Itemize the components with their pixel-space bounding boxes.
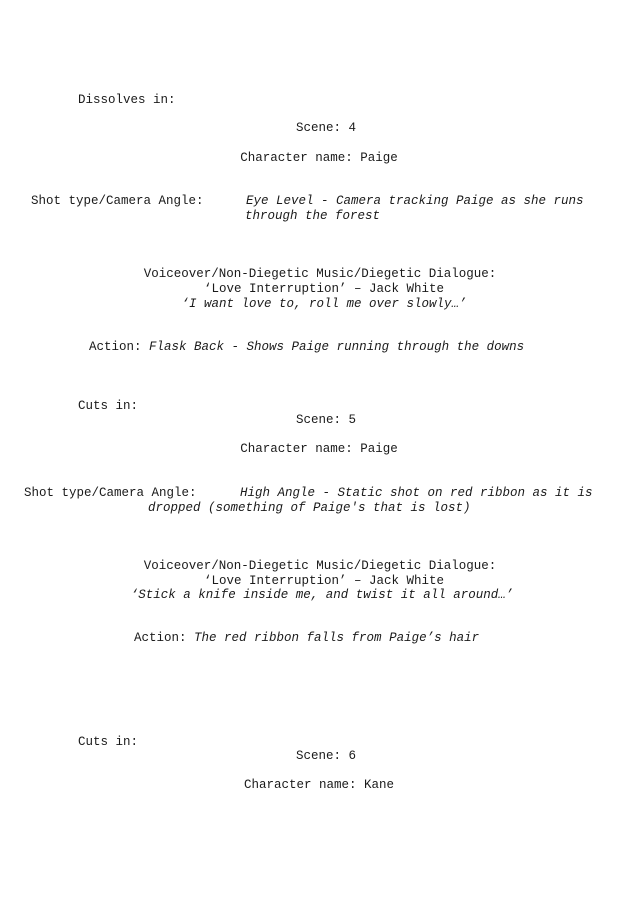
shot-type-description-cont: dropped (something of Paige's that is lost) (148, 501, 471, 515)
action-label: Action: (134, 631, 187, 645)
character-name: Character name: Paige (240, 442, 398, 456)
song-lyric: ‘Stick a knife inside me, and twist it all around…’ (130, 588, 514, 602)
shot-type-description: High Angle - Static shot on red ribbon as it is (240, 486, 593, 500)
shot-type-description: Eye Level - Camera tracking Paige as she runs (246, 194, 584, 208)
action-row (89, 340, 524, 355)
action-description: Flask Back - Shows Paige running through the downs (149, 340, 525, 354)
shot-type-description-cont: through the forest (245, 209, 381, 223)
audio-label: Voiceover/Non-Diegetic Music/Diegetic Dialogue: (143, 267, 497, 281)
scene-number: Scene: 6 (295, 749, 356, 763)
character-name: Character name: Kane (243, 778, 395, 792)
song-title: ‘Love Interruption’ – Jack White (203, 574, 445, 588)
action-label: Action: (89, 340, 142, 354)
scene-number: Scene: 5 (295, 413, 356, 427)
shot-type-label: Shot type/Camera Angle: (31, 194, 204, 208)
transition-label: Cuts in: (78, 399, 139, 413)
shot-type-label: Shot type/Camera Angle: (24, 486, 197, 500)
transition-label: Dissolves in: (78, 93, 176, 107)
action-description: The red ribbon falls from Paige’s hair (194, 631, 480, 645)
song-title: ‘Love Interruption’ – Jack White (203, 282, 445, 296)
character-name: Character name: Paige (240, 151, 398, 165)
action-row (134, 631, 479, 646)
transition-label: Cuts in: (78, 735, 139, 749)
song-lyric: ‘I want love to, roll me over slowly…’ (181, 297, 467, 311)
scene-number: Scene: 4 (295, 121, 356, 135)
audio-label: Voiceover/Non-Diegetic Music/Diegetic Dialogue: (143, 559, 497, 573)
